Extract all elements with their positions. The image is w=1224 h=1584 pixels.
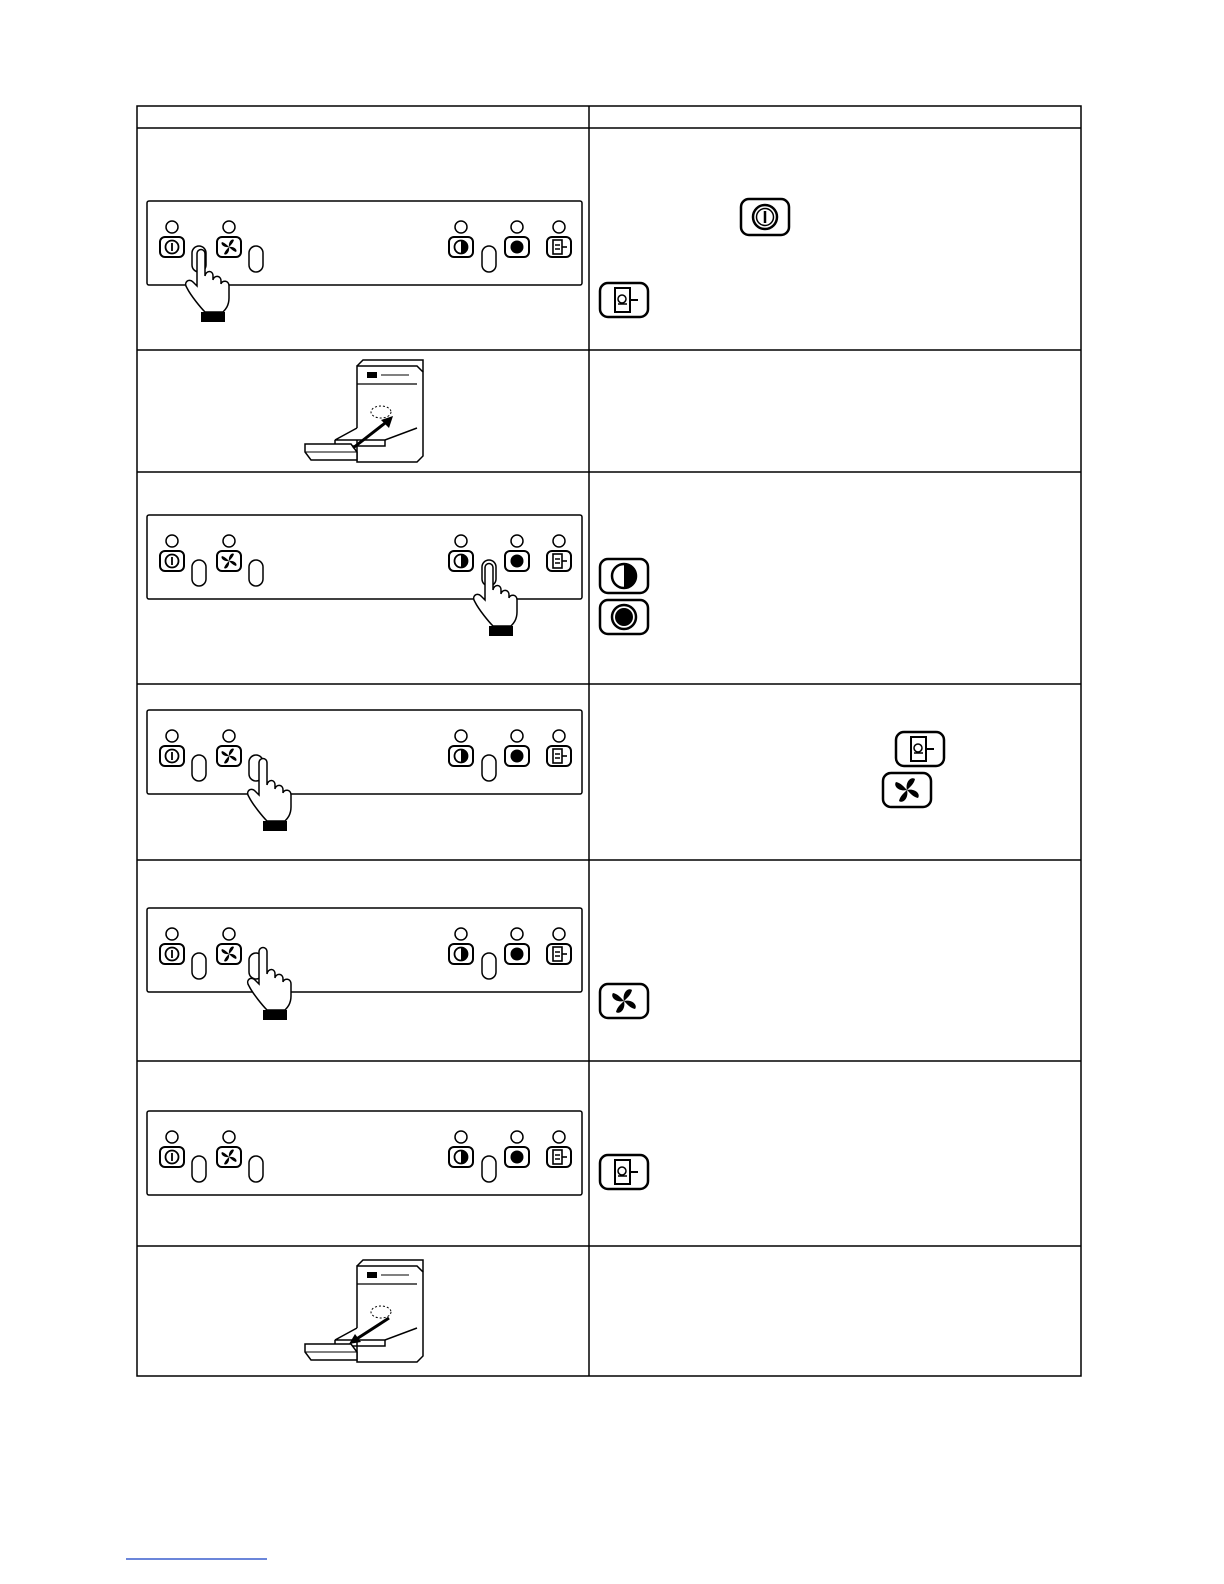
half-circle-icon [600, 559, 648, 593]
full-circle-icon [600, 600, 648, 634]
row-4-panel [147, 710, 582, 831]
row-3-panel [147, 515, 582, 636]
fan-icon [883, 773, 931, 807]
machine-remove-tray [305, 1260, 423, 1362]
machine-insert-tray [305, 360, 423, 462]
row-5-panel [147, 908, 582, 1020]
row-1-panel [147, 201, 582, 322]
drawer-icon [600, 283, 648, 317]
power-icon [741, 199, 789, 235]
fan-icon [600, 984, 648, 1018]
drawer-icon [896, 732, 944, 766]
drawer-icon [600, 1155, 648, 1189]
row-6-panel [147, 1111, 582, 1195]
